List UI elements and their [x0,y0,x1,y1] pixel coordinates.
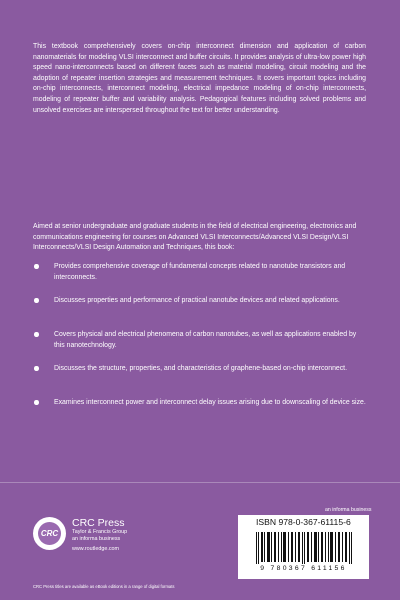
bullet-icon [34,366,39,371]
list-item [31,398,366,409]
list-item-text: Discusses properties and performance of practical nanotube devices and related applications. [54,297,340,304]
informa-tag: an informa business [325,507,372,513]
list-item-text: Provides comprehensive coverage of fundamental concepts related to nanotube transistors and interconnects. [54,263,346,281]
bullet-icon [34,400,39,405]
bullet-icon [34,298,39,303]
bullet-icon [34,264,39,269]
logo-text: CRC [38,522,61,545]
list-item [31,262,366,283]
barcode-icon [256,532,352,564]
publisher-name: CRC Press [72,517,125,529]
list-item-text: Discusses the structure, properties, and characteristics of graphene-based on-chip interconnect. [54,365,348,372]
barcode-number: 9 780367 611156 [260,565,347,572]
publisher-business: an informa business [72,536,121,542]
ebook-footnote: CRC Press titles are available as eBook editions in a range of digital formats [33,584,175,589]
audience-paragraph: Aimed at senior undergraduate and graduate students in the field of electrical engineering, electronics and communications engineering for courses on Advanced VLSI Interconnects/Advanced VLSI Design/VLSI Interconnects/VLSI Design Automation and Techniques, this book: [33,223,357,252]
list-item [31,364,347,375]
description-paragraph: This textbook comprehensively covers on-chip interconnect dimension and application of carbon nanomaterials for modeling VLSI interconnect and buffer circuits. It provides analysis of ultra-low power high speed nano-interconnects based on different facets such as material modeling, circuit modeling and the adoption of repeater insertion strategies and measurement techniques. It covers important topics including on-chip interconnects, interconnect modeling, electrical impedance modeling of on-chip interconnects, modeling of repeater buffer and variability analysis. Pedagogical features including solved problems and unsolved exercises are interspersed throughout the text for better understanding. [33,43,366,114]
bullet-icon [34,332,39,337]
list-item-text: Covers physical and electrical phenomena of carbon nanotubes, as well as applications enabled by this nanotechnology. [54,331,357,349]
barcode-block [238,515,369,579]
crc-logo-icon [33,517,66,550]
list-item-text: Examines interconnect power and interconnect delay issues arising due to downscaling of device size. [54,399,366,406]
divider [0,482,400,483]
list-item [31,330,366,351]
publisher-url[interactable]: www.routledge.com [72,546,120,552]
list-item [31,296,340,307]
publisher-block [72,517,127,553]
isbn-text: ISBN 978-0-367-61115-6 [256,517,351,527]
publisher-group: Taylor & Francis Group [72,529,128,535]
